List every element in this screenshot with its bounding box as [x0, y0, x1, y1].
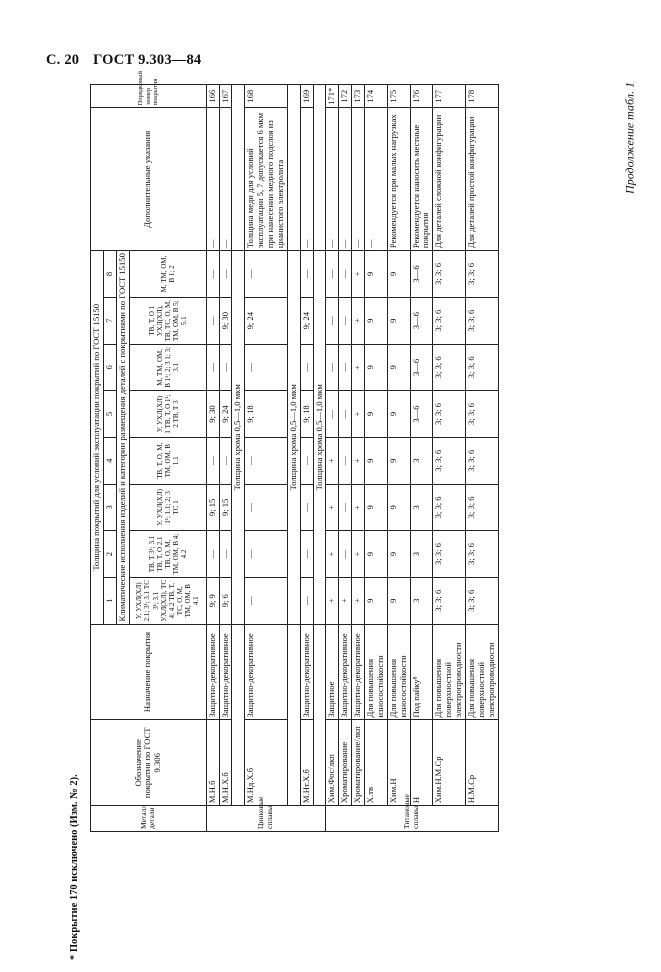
- serial-cell: 178: [465, 85, 498, 108]
- thickness-cell: 3; 3; 6: [465, 484, 498, 531]
- thickness-cell: —: [219, 437, 232, 484]
- purpose-cell: Под пайку⁸: [410, 624, 433, 720]
- thickness-cell: +: [352, 344, 365, 391]
- designation-cell: Хим.Фос/лкп: [326, 720, 339, 806]
- thickness-cell: 3; 3; 6: [433, 531, 466, 578]
- thickness-cell: 9; 30: [219, 297, 232, 344]
- thickness-cell: —: [326, 344, 339, 391]
- span-blank: [313, 624, 326, 806]
- thickness-cell: 3; 3; 6: [465, 344, 498, 391]
- thickness-cell: —: [300, 251, 313, 298]
- designation-header: Обозначение покрытия по ГОСТ 9.306: [91, 720, 207, 806]
- designation-cell: М.Н.б: [206, 720, 219, 806]
- thickness-cell: 9; 9: [206, 577, 219, 624]
- thickness-cell: —: [245, 251, 288, 298]
- thickness-cell: 3: [410, 531, 433, 578]
- note-cell: Рекомендуется наносить местные покрытия: [410, 108, 433, 251]
- span-blank: [232, 624, 245, 806]
- thickness-cell: 3; 3; 6: [433, 391, 466, 438]
- thickness-cell: 3—6: [410, 297, 433, 344]
- standard-title: ГОСТ 9.303—84: [93, 52, 202, 68]
- designation-cell: Х.тв: [365, 720, 388, 806]
- thickness-cell: 9: [365, 437, 388, 484]
- climate-header: ТВ, Т, О 1 УХЛ(ХЛ), ТВ, ТС, О, М, ТМ, ОМ, В 5; 5.1: [129, 297, 206, 344]
- table-row: [465, 85, 498, 832]
- condition-number: 8: [103, 251, 116, 298]
- notes-header: Дополнительные указания: [91, 108, 207, 251]
- note-cell: Для деталей простой конфигурации: [465, 108, 498, 251]
- thickness-cell: —: [339, 297, 352, 344]
- table-row: [326, 85, 339, 832]
- serial-cell: 173: [352, 85, 365, 108]
- note-cell: —: [339, 108, 352, 251]
- climate-header: У, УХЛ(ХЛ) 1 ТВ, Т, О 1¹; 2 ТВ, Т 3: [129, 391, 206, 438]
- coatings-table: [90, 70, 499, 832]
- serial-header: Порядковый номер покрытия: [91, 85, 207, 108]
- table-row: [300, 85, 313, 832]
- thickness-cell: 3; 3; 6: [433, 344, 466, 391]
- thickness-cell: 3; 3; 6: [433, 577, 466, 624]
- span-row: [313, 85, 326, 832]
- purpose-header: Назначение покрытия: [91, 624, 207, 720]
- condition-number: 7: [103, 297, 116, 344]
- continuation-label-wrap: [614, 78, 646, 198]
- thickness-cell: 3; 3; 6: [465, 437, 498, 484]
- table-row: [387, 85, 410, 832]
- thickness-cell: —: [245, 577, 288, 624]
- climate-header: М, ТМ, ОМ, В 1¹; 2; 3 1; 3; 3.1: [129, 344, 206, 391]
- rotated-table-wrap: [90, 70, 599, 832]
- designation-cell: М.Нт.Х.б: [300, 720, 313, 806]
- page-number: С. 20: [46, 52, 80, 68]
- thickness-cell: +: [326, 484, 339, 531]
- serial-cell: 176: [410, 85, 433, 108]
- climate-header: У, УХЛ(ХЛ) 1¹; 1.1; 2; 3 ТС 1: [129, 484, 206, 531]
- thickness-cell: 9: [365, 391, 388, 438]
- page-header: [46, 52, 211, 69]
- note-cell: —: [326, 108, 339, 251]
- thickness-cell: 9; 15: [219, 484, 232, 531]
- thickness-cell: 9: [365, 344, 388, 391]
- thickness-cell: —: [326, 251, 339, 298]
- thickness-cell: 9; 24: [300, 297, 313, 344]
- thickness-cell: 3; 3; 6: [465, 577, 498, 624]
- note-cell: Рекомендуется при малых нагрузках: [387, 108, 410, 251]
- purpose-cell: Защитно-декоративное: [352, 624, 365, 720]
- condition-number: 1: [103, 577, 116, 624]
- purpose-cell: Для повышения поверхностной электропроводности: [433, 624, 466, 720]
- serial-cell: 166: [206, 85, 219, 108]
- thickness-cell: 9: [387, 391, 410, 438]
- thickness-cell: 3; 3; 6: [465, 391, 498, 438]
- designation-cell: Хим.Н.М.Ср: [433, 720, 466, 806]
- thickness-cell: 9: [387, 344, 410, 391]
- thickness-cell: 9; 24: [219, 391, 232, 438]
- thickness-cell: —: [300, 484, 313, 531]
- thickness-cell: +: [352, 437, 365, 484]
- designation-cell: М.Нд.Х.б: [245, 720, 288, 806]
- thickness-cell: 3; 3; 6: [433, 297, 466, 344]
- thickness-cell: —: [206, 297, 219, 344]
- table-row: [245, 85, 288, 832]
- group-zinc: Цинковые сплавы: [206, 806, 326, 832]
- thickness-cell: —: [219, 344, 232, 391]
- thickness-cell: 9: [387, 577, 410, 624]
- purpose-cell: Защитное: [326, 624, 339, 720]
- thickness-cell: 3—6: [410, 391, 433, 438]
- thickness-cell: —: [326, 391, 339, 438]
- thickness-cell: 9: [387, 437, 410, 484]
- thickness-cell: +: [326, 577, 339, 624]
- condition-number: 6: [103, 344, 116, 391]
- thickness-cell: 9: [365, 577, 388, 624]
- thickness-cell: —: [219, 251, 232, 298]
- note-cell: —: [219, 108, 232, 251]
- purpose-cell: Защитно-декоративное: [339, 624, 352, 720]
- thickness-cell: 9; 18: [245, 391, 288, 438]
- thickness-cell: 9: [387, 251, 410, 298]
- designation-cell: Н: [410, 720, 433, 806]
- thickness-cell: 3; 3; 6: [433, 251, 466, 298]
- condition-number: 2: [103, 531, 116, 578]
- thickness-cell: 9: [387, 531, 410, 578]
- thickness-cell: 9; 18: [300, 391, 313, 438]
- thickness-cell: —: [206, 437, 219, 484]
- thickness-cell: —: [339, 344, 352, 391]
- thickness-cell: —: [245, 437, 288, 484]
- thickness-cell: —: [339, 437, 352, 484]
- serial-cell: 168: [245, 85, 288, 108]
- note-cell: —: [206, 108, 219, 251]
- chrome-thickness-note: Толщина хрома 0,5—1,0 мкм: [287, 251, 300, 624]
- thickness-cell: 9; 6: [219, 577, 232, 624]
- table-row: [433, 85, 466, 832]
- note-cell: Для деталей сложной конфигурации: [433, 108, 466, 251]
- condition-number: 3: [103, 484, 116, 531]
- serial-cell: 177: [433, 85, 466, 108]
- thickness-cell: +: [352, 251, 365, 298]
- designation-cell: Хроматирование/лкп: [352, 720, 365, 806]
- climate-header: ТВ, Т, О, М, ТМ, ОМ, В 1.1: [129, 437, 206, 484]
- thickness-cell: —: [300, 577, 313, 624]
- climate-header: М, ТМ, ОМ, В 1; 2: [129, 251, 206, 298]
- table-row: [352, 85, 365, 832]
- serial-cell: 175: [387, 85, 410, 108]
- span-blank: [232, 85, 245, 251]
- designation-cell: Н.М.Ср: [465, 720, 498, 806]
- thickness-cell: 3; 3; 6: [465, 297, 498, 344]
- purpose-cell: Для повышения поверхностной электропроводности: [465, 624, 498, 720]
- thickness-cell: 9: [387, 297, 410, 344]
- purpose-cell: Для повышения износостойкости: [365, 624, 388, 720]
- thickness-cell: +: [352, 577, 365, 624]
- thickness-cell: 3; 3; 6: [465, 531, 498, 578]
- purpose-cell: Защитно-декоративное: [300, 624, 313, 720]
- thickness-cell: —: [206, 251, 219, 298]
- continuation-label: Продолжение табл. 1: [622, 82, 637, 194]
- thickness-cell: +: [352, 297, 365, 344]
- condition-number: 4: [103, 437, 116, 484]
- thickness-cell: 3; 3; 6: [433, 437, 466, 484]
- thickness-cell: —: [206, 344, 219, 391]
- thickness-cell: 3—6: [410, 344, 433, 391]
- purpose-cell: Защитно-декоративное: [245, 624, 288, 720]
- purpose-cell: Защитно-декоративное: [206, 624, 219, 720]
- thickness-cell: —: [339, 391, 352, 438]
- thickness-cell: —: [245, 484, 288, 531]
- serial-cell: 174: [365, 85, 388, 108]
- climate-header: У, УХЛ(ХЛ) 2.1; 3¹; 3.1 ТС 3¹; 3.1 УХЛ(ХЛ), ТС 4; 4.2 ТВ, Т, ТС, О, М, ТМ, ОМ, В 4.1: [129, 577, 206, 624]
- footnote-wrap: [58, 774, 92, 972]
- span-blank: [313, 85, 326, 251]
- thickness-group-header: Толщина покрытий для условий эксплуатации покрытий по ГОСТ 15150: [91, 251, 104, 624]
- thickness-cell: —: [339, 531, 352, 578]
- serial-cell: 171*: [326, 85, 339, 108]
- thickness-cell: 9: [365, 297, 388, 344]
- chrome-thickness-note: Толщина хрома 0,5—1,0 мкм: [232, 251, 245, 624]
- table-row: [410, 85, 433, 832]
- purpose-cell: Для повышения износостойкости: [387, 624, 410, 720]
- thickness-cell: —: [326, 297, 339, 344]
- designation-cell: М.Н.Х.б: [219, 720, 232, 806]
- chrome-thickness-note: Толщина хрома 0,5—1,0 мкм: [313, 251, 326, 624]
- thickness-cell: 9: [365, 531, 388, 578]
- thickness-cell: 9: [387, 484, 410, 531]
- note-cell: —: [300, 108, 313, 251]
- note-cell: —: [352, 108, 365, 251]
- header-row-1: [91, 85, 104, 832]
- thickness-cell: —: [339, 251, 352, 298]
- note-cell: —: [365, 108, 388, 251]
- serial-cell: 167: [219, 85, 232, 108]
- footnote: * Покрытие 170 исключено (Изм. № 2).: [69, 774, 80, 960]
- designation-cell: Хроматирование: [339, 720, 352, 806]
- thickness-cell: +: [326, 437, 339, 484]
- thickness-cell: +: [352, 484, 365, 531]
- span-blank: [287, 624, 300, 806]
- designation-cell: Хим.Н: [387, 720, 410, 806]
- thickness-cell: +: [352, 531, 365, 578]
- thickness-cell: 3; 3; 6: [433, 484, 466, 531]
- metal-header: Металл детали: [91, 806, 207, 832]
- thickness-cell: —: [300, 437, 313, 484]
- thickness-cell: +: [339, 577, 352, 624]
- purpose-cell: Защитно-декоративное: [219, 624, 232, 720]
- table-row: [219, 85, 232, 832]
- climate-header: ТВ, Т 3¹; 3.1 ТВ, Т, О 2.1 ТВ, О, М, ТМ, ОМ, В 4; 4.2: [129, 531, 206, 578]
- climate-group-header: Климатические исполнения изделий и категории размещения деталей с покрытиями по ГОСТ 15150: [116, 251, 129, 624]
- group-titanium: Титановые сплавы: [326, 806, 498, 832]
- table-row: [339, 85, 352, 832]
- thickness-cell: —: [245, 344, 288, 391]
- serial-cell: 172: [339, 85, 352, 108]
- thickness-cell: 3: [410, 484, 433, 531]
- span-row: [287, 85, 300, 832]
- thickness-cell: +: [352, 391, 365, 438]
- note-cell: Толщина меди для условий эксплуатации 5, 7 допускается 6 мкм при нанесении медного подслоя из цианистого электролита: [245, 108, 288, 251]
- serial-cell: 169: [300, 85, 313, 108]
- thickness-cell: 3: [410, 437, 433, 484]
- thickness-cell: 3: [410, 577, 433, 624]
- thickness-cell: —: [300, 531, 313, 578]
- thickness-cell: —: [300, 344, 313, 391]
- condition-number: 5: [103, 391, 116, 438]
- span-blank: [287, 85, 300, 251]
- thickness-cell: 9: [365, 484, 388, 531]
- thickness-cell: +: [326, 531, 339, 578]
- thickness-cell: 9: [365, 251, 388, 298]
- table-row: [206, 85, 219, 832]
- thickness-cell: 9; 30: [206, 391, 219, 438]
- thickness-cell: —: [219, 531, 232, 578]
- thickness-cell: 9; 15: [206, 484, 219, 531]
- thickness-cell: 9; 24: [245, 297, 288, 344]
- thickness-cell: —: [206, 531, 219, 578]
- thickness-cell: —: [245, 531, 288, 578]
- thickness-cell: 3; 3; 6: [465, 251, 498, 298]
- span-row: [232, 85, 245, 832]
- thickness-cell: —: [339, 484, 352, 531]
- table-row: [365, 85, 388, 832]
- thickness-cell: 3—6: [410, 251, 433, 298]
